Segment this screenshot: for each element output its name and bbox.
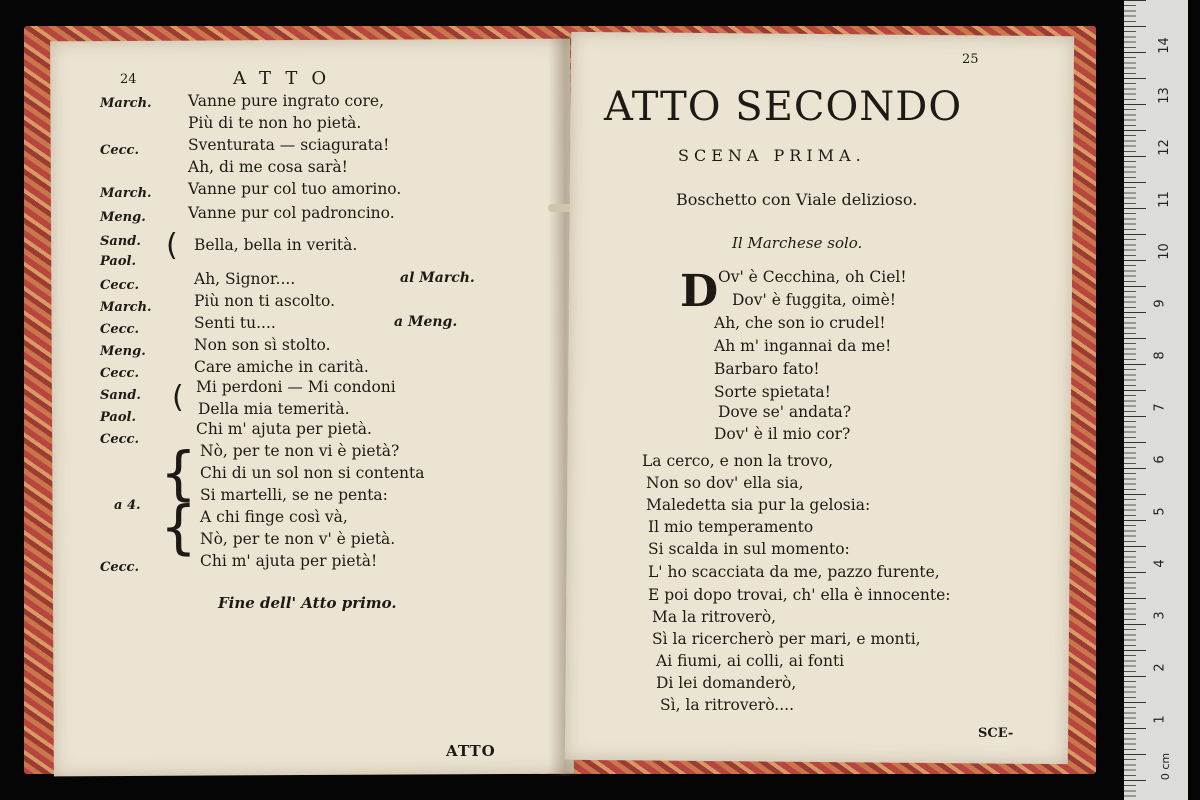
verse-line: Sì la ricercherò per mari, e monti,	[652, 630, 921, 648]
verse-line: Chi m' ajuta per pietà!	[200, 552, 378, 570]
ruler-label: 8	[1152, 351, 1168, 360]
ruler-label: 14	[1156, 37, 1172, 54]
verse-line: Chi di un sol non si contenta	[200, 464, 425, 482]
left-page-number: 24	[120, 72, 137, 87]
verse-line: Ah m' ingannai da me!	[714, 337, 892, 355]
verse-line: Non son sì stolto.	[194, 336, 331, 354]
verse-line: Si martelli, se ne penta:	[200, 486, 388, 504]
ruler-major-ticks	[1124, 0, 1146, 800]
verse-line: Senti tu....	[194, 314, 276, 332]
ruler-label: 1	[1152, 715, 1168, 724]
verse-line: Sì, la ritroverò....	[660, 696, 794, 714]
speaker-label: Sand.	[100, 234, 141, 249]
verse-line: Ah, Signor....	[194, 270, 296, 288]
verse-line: Chi m' ajuta per pietà.	[196, 420, 372, 438]
speaker-label: Meng.	[100, 344, 146, 359]
verse-line: Ah, di me cosa sarà!	[188, 158, 348, 176]
verse-line: Barbaro fato!	[714, 360, 820, 378]
speaker-label: Cecc.	[100, 560, 139, 575]
ruler-label: 9	[1152, 299, 1168, 308]
scene-setting: Boschetto con Viale delizioso.	[676, 190, 918, 209]
ruler-label: 12	[1156, 139, 1172, 156]
verse-line: Dove se' andata?	[718, 403, 852, 421]
ruler-label: 13	[1156, 87, 1172, 104]
left-brace: (	[172, 380, 184, 415]
ruler-label: 10	[1156, 243, 1172, 260]
verse-line: Sorte spietata!	[714, 383, 831, 401]
verse-line: A chi finge così và,	[200, 508, 348, 526]
verse-line: Nò, per te non vi è pietà?	[200, 442, 400, 460]
ruler-label: 6	[1152, 455, 1168, 464]
verse-line: Bella, bella in verità.	[194, 236, 358, 254]
verse-line: La cerco, e non la trovo,	[642, 452, 834, 470]
left-catchword: ATTO	[446, 742, 496, 760]
ruler-label: 4	[1152, 559, 1168, 568]
speaker-label: March.	[100, 96, 152, 111]
speaker-label: Meng.	[100, 210, 146, 225]
verse-line: L' ho scacciata da me, pazzo furente,	[648, 563, 940, 581]
ruler-unit-label: 0 cm	[1159, 752, 1173, 781]
speaker-label: Cecc.	[100, 143, 139, 158]
verse-line: Non so dov' ella sia,	[646, 474, 804, 492]
speaker-label: Cecc.	[100, 366, 139, 381]
speaker-label: March.	[100, 186, 152, 201]
character-note: Il Marchese solo.	[732, 234, 863, 252]
verse-line: Care amiche in carità.	[194, 358, 369, 376]
verse-line: Dov' è il mio cor?	[714, 425, 851, 443]
verse-line: Sventurata — sciagurata!	[188, 136, 390, 154]
verse-line: Ah, che son io crudel!	[714, 314, 886, 332]
speaker-label: Cecc.	[100, 432, 139, 447]
verse-line: Più di te non ho pietà.	[188, 114, 362, 132]
verse-line: Più non ti ascolto.	[194, 292, 336, 310]
act-title: ATTO SECONDO	[604, 84, 963, 130]
ensemble-label: a 4.	[114, 498, 141, 513]
verse-line: Dov' è fuggita, oimè!	[732, 291, 897, 309]
ruler-label: 5	[1152, 507, 1168, 516]
curly-brace: {	[160, 439, 197, 507]
verse-line: E poi dopo trovai, ch' ella è innocente:	[648, 586, 951, 604]
verse-line: Di lei domanderò,	[656, 674, 797, 692]
curly-brace: {	[160, 493, 197, 561]
ruler-label: 11	[1156, 191, 1172, 208]
verse-line: Vanne pur col padroncino.	[188, 204, 395, 222]
verse-line: Ov' è Cecchina, oh Ciel!	[718, 268, 907, 286]
stage-direction: al March.	[400, 270, 475, 286]
left-brace: (	[166, 228, 178, 263]
verse-line: Ai fiumi, ai colli, ai fonti	[656, 652, 845, 670]
speaker-label: Paol.	[100, 410, 136, 425]
end-of-act-note: Fine dell' Atto primo.	[218, 594, 397, 612]
left-running-head: ATTO	[233, 68, 341, 89]
verse-line: Maledetta sia pur la gelosia:	[646, 496, 871, 514]
verse-line: Della mia temerità.	[198, 400, 350, 418]
ruler-label: 2	[1152, 663, 1168, 672]
scene-heading: SCENA PRIMA.	[678, 146, 866, 165]
ruler-label: 7	[1152, 403, 1168, 412]
speaker-label: Cecc.	[100, 322, 139, 337]
ruler-label: 3	[1152, 611, 1168, 620]
right-page-number: 25	[962, 52, 979, 67]
verse-line: Vanne pur col tuo amorino.	[188, 180, 402, 198]
verse-line: Vanne pure ingrato core,	[188, 92, 385, 110]
speaker-label: Sand.	[100, 388, 141, 403]
drop-cap: D	[680, 266, 719, 317]
speaker-label: Cecc.	[100, 278, 139, 293]
verse-line: Ma la ritroverò,	[652, 608, 777, 626]
verse-line: Mi perdoni — Mi condoni	[196, 378, 396, 396]
verse-line: Nò, per te non v' è pietà.	[200, 530, 396, 548]
verse-line: Il mio temperamento	[648, 518, 814, 536]
speaker-label: March.	[100, 300, 152, 315]
speaker-label: Paol.	[100, 254, 136, 269]
stage-direction: a Meng.	[394, 314, 458, 330]
verse-line: Si scalda in sul momento:	[648, 540, 850, 558]
right-catchword: SCE-	[978, 726, 1014, 741]
measurement-ruler	[1124, 0, 1188, 800]
